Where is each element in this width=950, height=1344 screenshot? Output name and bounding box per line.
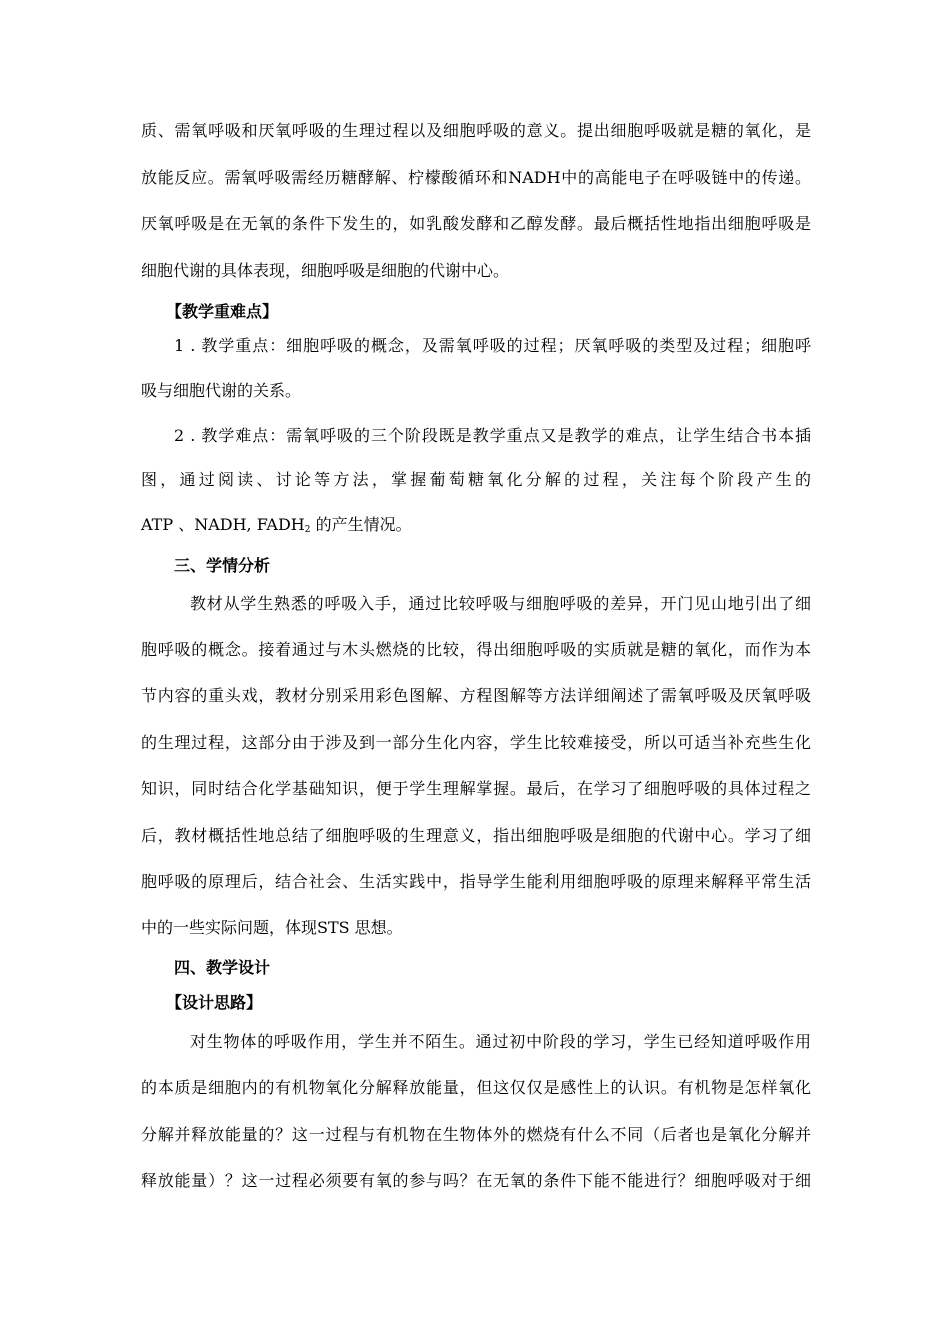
text-line: 分解并释放能量的？这一过程与有机物在生物体外的燃烧有什么不同（后者也是氧化分解并 xyxy=(141,1125,811,1144)
text-line: 2 . 教学难点：需氧呼吸的三个阶段既是教学重点又是教学的难点，让学生结合书本插 xyxy=(174,426,811,445)
text-line: 对生物体的呼吸作用，学生并不陌生。通过初中阶段的学习，学生已经知道呼吸作用 xyxy=(190,1032,811,1051)
text-line: 胞呼吸的原理后，结合社会、生活实践中，指导学生能利用细胞呼吸的原理来解释平常生活 xyxy=(141,872,811,891)
text-line: 放能反应。需氧呼吸需经历糖酵解、柠檬酸循环和NADH中的高能电子在呼吸链中的传递。 xyxy=(141,168,811,187)
subscript: 2 xyxy=(304,525,311,535)
heading-design: 【设计思路】 xyxy=(166,993,263,1012)
text-line: 质、需氧呼吸和厌氧呼吸的生理过程以及细胞呼吸的意义。提出细胞呼吸就是糖的氧化，是 xyxy=(141,121,811,140)
text-line: 释放能量）？这一过程必须要有氧的参与吗？在无氧的条件下能不能进行？细胞呼吸对于细 xyxy=(141,1171,811,1190)
text-line xyxy=(141,515,811,535)
chem-terms: ATP 、NADH, FADH xyxy=(141,515,305,534)
heading-key-points: 【教学重难点】 xyxy=(166,302,279,321)
text-line: 胞呼吸的概念。接着通过与木头燃烧的比较，得出细胞呼吸的实质就是糖的氧化，而作为本 xyxy=(141,640,811,659)
text-line: 吸与细胞代谢的关系。 xyxy=(141,381,302,400)
text-line: 1 . 教学重点：细胞呼吸的概念，及需氧呼吸的过程；厌氧呼吸的类型及过程；细胞呼 xyxy=(174,336,811,355)
text-line: 细胞代谢的具体表现，细胞呼吸是细胞的代谢中心。 xyxy=(141,261,510,280)
text-line: 后，教材概括性地总结了细胞呼吸的生理意义，指出细胞呼吸是细胞的代谢中心。学习了细 xyxy=(141,826,811,845)
heading-section-4: 四、教学设计 xyxy=(174,958,271,977)
text-line: 图，通过阅读、讨论等方法，掌握葡萄糖氧化分解的过程，关注每个阶段产生的 xyxy=(141,470,811,489)
text-suffix: 的产生情况。 xyxy=(310,515,412,534)
heading-section-3: 三、学情分析 xyxy=(174,556,271,575)
text-line: 厌氧呼吸是在无氧的条件下发生的，如乳酸发酵和乙醇发酵。最后概括性地指出细胞呼吸是 xyxy=(141,214,811,233)
text-line: 的生理过程，这部分由于涉及到一部分生化内容，学生比较难接受，所以可适当补充些生化 xyxy=(141,733,811,752)
text-line: 中的一些实际问题，体现STS 思想。 xyxy=(141,918,403,937)
text-line: 教材从学生熟悉的呼吸入手，通过比较呼吸与细胞呼吸的差异，开门见山地引出了细 xyxy=(190,594,811,613)
text-line: 节内容的重头戏，教材分别采用彩色图解、方程图解等方法详细阐述了需氧呼吸及厌氧呼吸 xyxy=(141,686,811,705)
text-line: 知识，同时结合化学基础知识，便于学生理解掌握。最后，在学习了细胞呼吸的具体过程之 xyxy=(141,779,811,798)
text-line: 的本质是细胞内的有机物氧化分解释放能量，但这仅仅是感性上的认识。有机物是怎样氧化 xyxy=(141,1078,811,1097)
